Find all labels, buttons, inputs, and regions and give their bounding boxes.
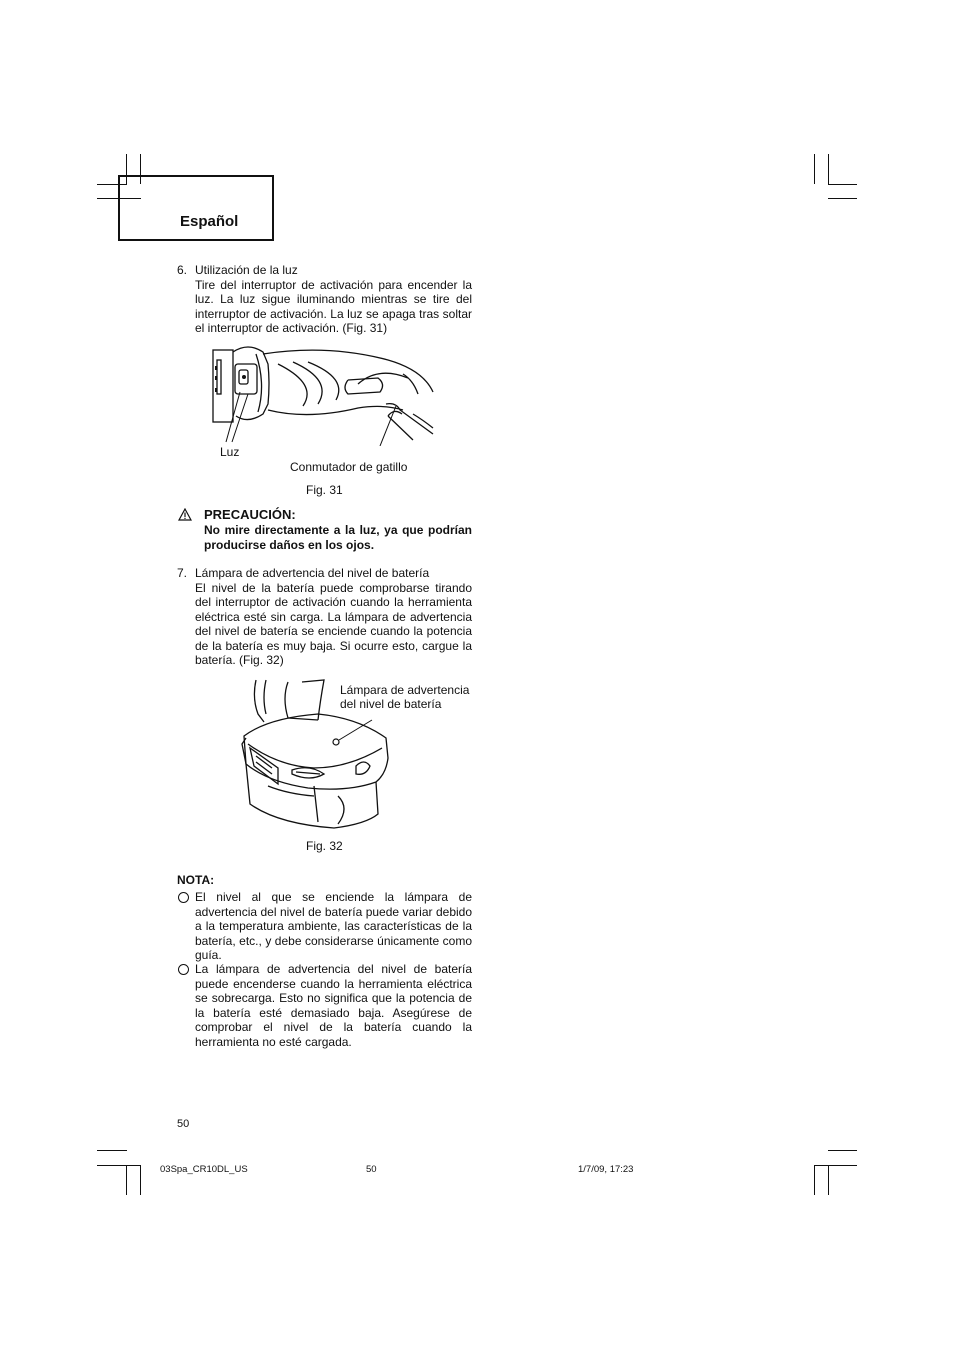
section-6 xyxy=(195,263,472,336)
section-6-text: Tire del interruptor de activación para encender la luz. La luz sigue iluminando mientras se tire del interruptor de activación. La luz se apaga tras soltar el interruptor de activación. (Fig. 31) xyxy=(195,277,472,335)
fig32-label-lamp-line2: del nivel de batería xyxy=(340,697,442,711)
crop-mark-bl-h xyxy=(97,1150,127,1151)
section-7 xyxy=(195,566,472,668)
footer-datetime: 1/7/09, 17:23 xyxy=(578,1164,634,1175)
language-label: Español xyxy=(180,213,239,230)
caution-title: PRECAUCIÓN: xyxy=(204,507,296,522)
page-number: 50 xyxy=(177,1118,190,1130)
section-6-title: Utilización de la luz xyxy=(195,263,298,277)
note-item-2 xyxy=(177,962,472,1049)
section-7-text: El nivel de la batería puede comprobarse tirando del interruptor de activación cuando la herramienta eléctrica esté sin carga. La lámpara de advertencia del nivel de batería se enciende cuando la potencia de la batería es muy baja. Si ocurre esto, cargue la batería. (Fig. 32) xyxy=(195,580,472,667)
crop-mark-tr-h2 xyxy=(828,198,857,199)
fig32-caption: Fig. 32 xyxy=(306,839,343,853)
section-6-number: 6. xyxy=(177,263,188,277)
fig31-tool-illustration xyxy=(208,344,438,446)
crop-mark-tr-h xyxy=(828,184,857,185)
crop-mark-br-h2 xyxy=(814,1165,857,1166)
circle-bullet-icon xyxy=(178,964,189,975)
note-item-2-text: La lámpara de advertencia del nivel de batería puede encenderse cuando la herramienta eléctrica se sobrecarga. Esto no significa que la potencia de la batería esté demasiado baja. Asegúrese de comprobar el nivel de la batería cuando la herramienta no esté cargada. xyxy=(195,962,472,1049)
caution-text: No mire directamente a la luz, ya que podrían producirse daños en los ojos. xyxy=(204,523,472,552)
note-title: NOTA: xyxy=(177,873,215,887)
fig31-label-trigger: Conmutador de gatillo xyxy=(290,460,408,474)
note-item-1 xyxy=(177,890,472,963)
section-7-number: 7. xyxy=(177,566,188,580)
crop-mark-br-h xyxy=(828,1150,857,1151)
caution xyxy=(204,507,472,552)
section-7-title: Lámpara de advertencia del nivel de batería xyxy=(195,566,430,580)
fig32-label-lamp xyxy=(340,683,469,711)
fig32-label-lamp-line1: Lámpara de advertencia xyxy=(340,683,470,697)
language-box xyxy=(118,175,274,241)
fig31-label-light: Luz xyxy=(220,445,240,459)
fig31-caption: Fig. 31 xyxy=(306,483,343,497)
crop-mark-tr-v1 xyxy=(814,154,815,184)
crop-mark-bl-h2 xyxy=(97,1165,141,1166)
footer-file: 03Spa_CR10DL_US xyxy=(160,1164,248,1175)
crop-mark-bl-v2 xyxy=(140,1165,141,1195)
crop-mark-bl-v1 xyxy=(126,1165,127,1195)
circle-bullet-icon xyxy=(178,892,189,903)
crop-mark-br-v1 xyxy=(814,1165,815,1195)
crop-mark-tr-v2 xyxy=(828,154,829,184)
footer-page: 50 xyxy=(366,1164,377,1175)
note-item-1-text: El nivel al que se enciende la lámpara de advertencia del nivel de batería puede variar debido a la temperatura ambiente, las características de la batería, etc., y debe considerarse únicamente como guía. xyxy=(195,890,472,962)
warning-triangle-icon xyxy=(178,508,192,521)
crop-mark-br-v2 xyxy=(828,1165,829,1195)
